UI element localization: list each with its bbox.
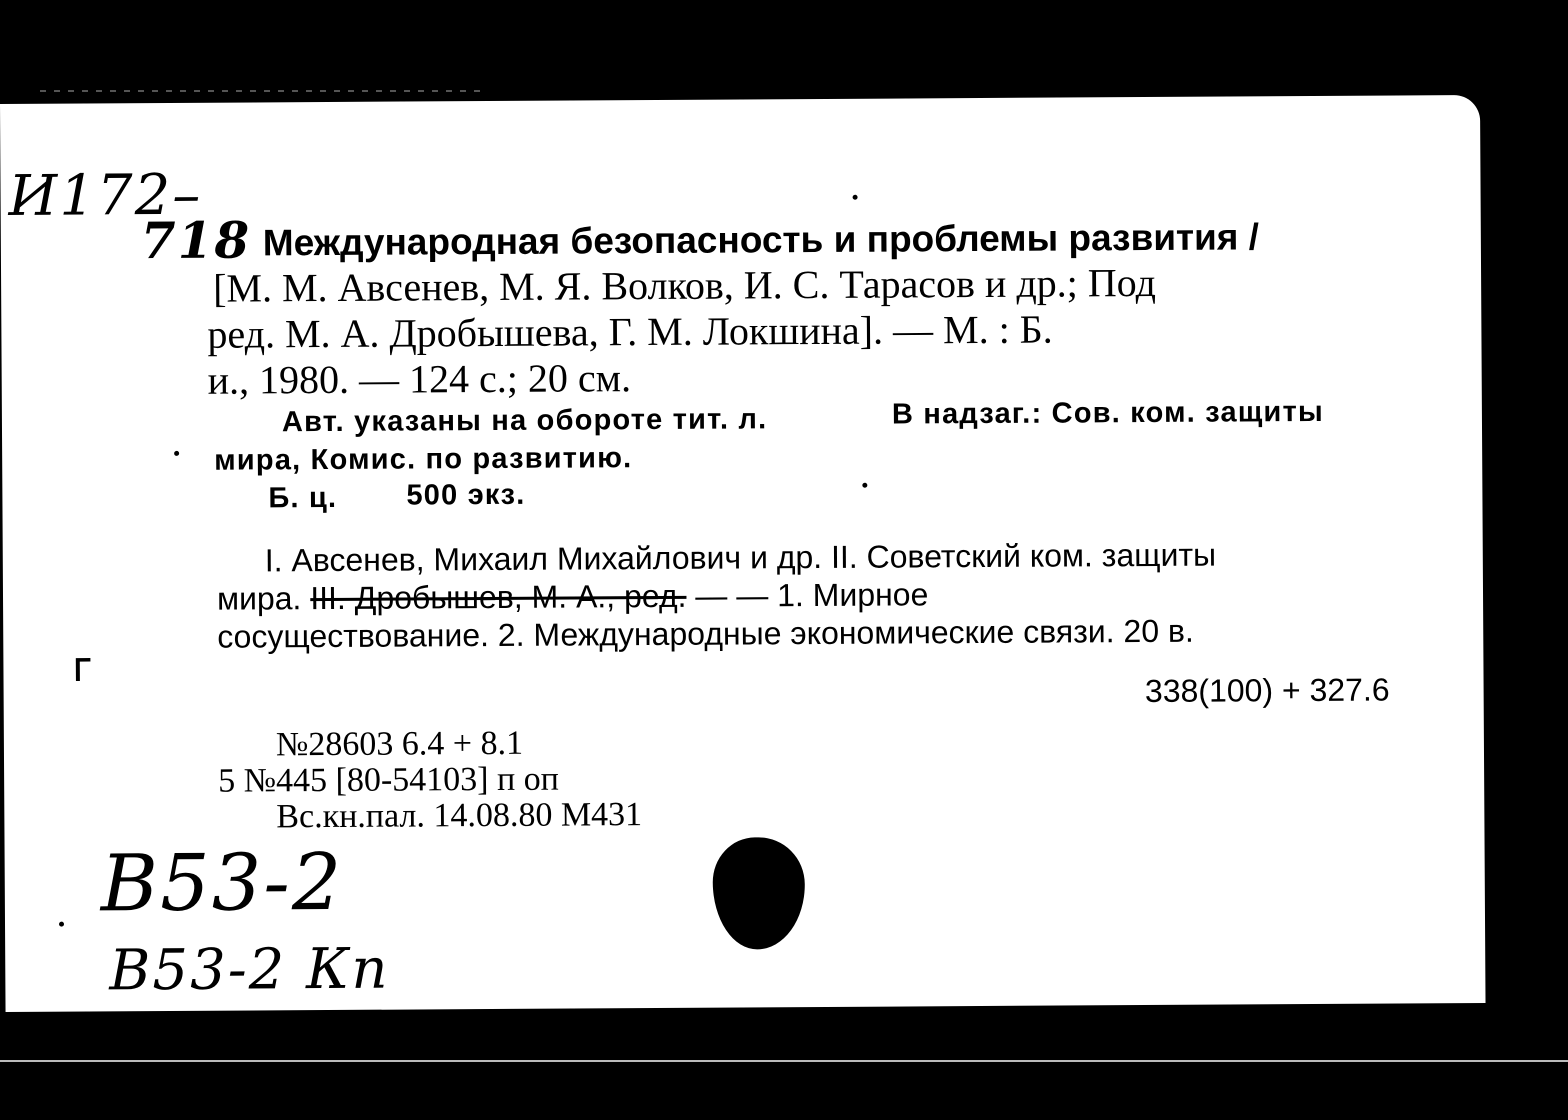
stray-dot <box>853 195 858 200</box>
stray-dot <box>59 922 64 927</box>
note-header-line-2: мира, Комис. по развитию. <box>214 442 633 477</box>
stray-mark: ᒥ <box>73 654 91 688</box>
tracing-struck-entry: III. Дробышев, М. А., ред. <box>310 577 687 617</box>
note-header-line-1: В надзаг.: Сов. ком. защиты <box>891 395 1324 431</box>
scan-artifact-line <box>40 90 480 92</box>
note-print-run: 500 экз. <box>406 478 526 512</box>
note-price: Б. ц. <box>268 481 338 515</box>
handwritten-classmark: И172– <box>8 162 203 229</box>
tracing-line-2-start: мира. <box>216 580 302 617</box>
tracing-line-2-end: — — 1. Мирное <box>695 576 929 614</box>
stray-dot <box>862 483 867 488</box>
tracing-line-1: I. Авсенев, Михаил Михайлович и др. II. Советский ком. защиты <box>264 536 1217 579</box>
book-title: Международная безопасность и проблемы развития / <box>262 216 1260 264</box>
scan-artifact-line <box>0 1060 1568 1062</box>
handwritten-classmark-suffix: 718 <box>140 210 252 271</box>
stray-dot <box>174 451 179 456</box>
responsibility-line-1: [М. М. Авсенев, М. Я. Волков, И. С. Тарасов и др.; Под <box>212 259 1157 311</box>
code-line-1: №28603 6.4 + 8.1 <box>275 724 524 764</box>
code-line-2: 5 №445 [80-54103] п оп <box>218 760 560 800</box>
classification-index: 338(100) + 327.6 <box>1144 671 1390 710</box>
note-authors: Авт. указаны на обороте тит. л. <box>281 403 768 439</box>
catalog-card <box>0 95 1486 1012</box>
handwritten-shelfmark: В53-2 <box>100 837 344 930</box>
tracing-line-2 <box>217 576 929 617</box>
publication-line: и., 1980. — 124 с.; 20 см. <box>207 355 632 403</box>
tracing-line-3: сосуществование. 2. Международные экономические связи. 20 в. <box>217 612 1194 655</box>
responsibility-line-2: ред. М. А. Дробышева, Г. М. Локшина]. — М. : Б. <box>207 306 1053 357</box>
punch-hole <box>712 837 805 950</box>
code-line-3: Вс.кн.пал. 14.08.80 М431 <box>276 796 643 836</box>
handwritten-shelfmark-2: В53-2 Кп <box>109 936 390 1004</box>
